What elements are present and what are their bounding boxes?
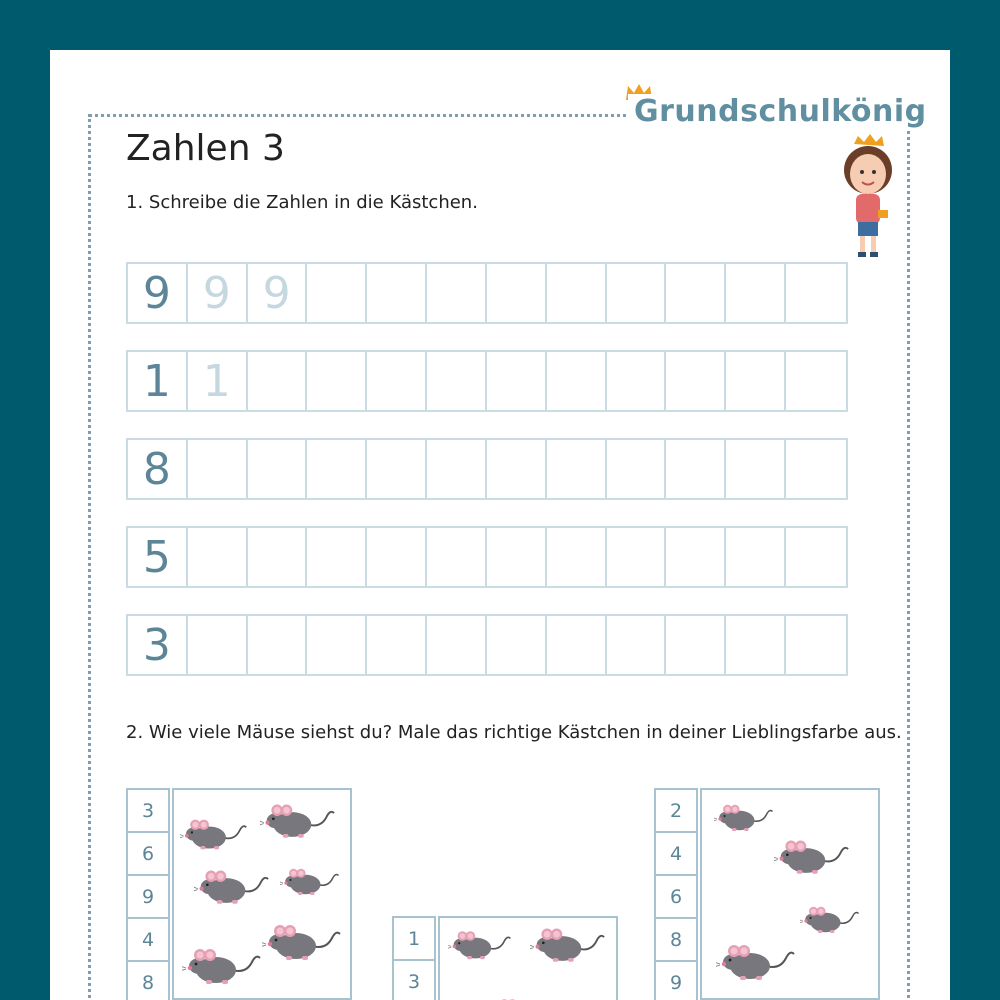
answer-box[interactable]: 3 (394, 961, 434, 1000)
mouse-icon (490, 992, 554, 1000)
answer-box[interactable]: 6 (656, 876, 696, 919)
empty-writing-box[interactable] (367, 528, 427, 586)
task-1-instruction: 1. Schreibe die Zahlen in die Kästchen. (126, 192, 478, 213)
answer-box[interactable]: 2 (656, 790, 696, 833)
empty-writing-box[interactable] (666, 264, 726, 322)
empty-writing-box[interactable] (547, 264, 607, 322)
empty-writing-box[interactable] (487, 528, 547, 586)
empty-writing-box[interactable] (367, 616, 427, 674)
model-digit: 8 (128, 440, 188, 498)
empty-writing-box[interactable] (786, 352, 846, 410)
mouse-icon (714, 798, 774, 836)
worksheet-page (50, 50, 950, 1000)
answer-options (392, 916, 436, 1000)
empty-writing-box[interactable] (726, 352, 786, 410)
empty-writing-box[interactable] (307, 616, 367, 674)
answer-box[interactable]: 1 (394, 918, 434, 961)
empty-writing-box[interactable] (427, 528, 487, 586)
answer-box[interactable]: 6 (128, 833, 168, 876)
mice-picture-box (172, 788, 352, 1000)
empty-writing-box[interactable] (726, 264, 786, 322)
mouse-icon (194, 862, 270, 910)
empty-writing-box[interactable] (786, 528, 846, 586)
empty-writing-box[interactable] (248, 616, 308, 674)
mouse-icon (262, 916, 342, 966)
mouse-icon (448, 924, 512, 964)
empty-writing-box[interactable] (188, 528, 248, 586)
empty-writing-box[interactable] (307, 352, 367, 410)
empty-writing-box[interactable] (427, 352, 487, 410)
model-digit: 3 (128, 616, 188, 674)
tracing-row (126, 526, 848, 588)
mice-picture-box (700, 788, 880, 1000)
model-digit: 9 (128, 264, 188, 322)
empty-writing-box[interactable] (666, 528, 726, 586)
empty-writing-box[interactable] (547, 528, 607, 586)
empty-writing-box[interactable] (367, 264, 427, 322)
empty-writing-box[interactable] (427, 264, 487, 322)
answer-box[interactable]: 4 (656, 833, 696, 876)
empty-writing-box[interactable] (726, 440, 786, 498)
tracing-row (126, 614, 848, 676)
tracing-row (126, 350, 848, 412)
empty-writing-box[interactable] (248, 528, 308, 586)
brand-logo: Grundschulkönig (628, 94, 935, 129)
empty-writing-box[interactable] (248, 352, 308, 410)
empty-writing-box[interactable] (307, 528, 367, 586)
answer-box[interactable]: 9 (128, 876, 168, 919)
empty-writing-box[interactable] (726, 616, 786, 674)
empty-writing-box[interactable] (786, 440, 846, 498)
page-title: Zahlen 3 (126, 128, 285, 169)
empty-writing-box[interactable] (666, 440, 726, 498)
empty-writing-box[interactable] (307, 440, 367, 498)
mouse-icon (260, 796, 336, 844)
empty-writing-box[interactable] (786, 616, 846, 674)
empty-writing-box[interactable] (547, 440, 607, 498)
empty-writing-box[interactable] (607, 264, 667, 322)
empty-writing-box[interactable] (487, 440, 547, 498)
empty-writing-box[interactable] (427, 616, 487, 674)
empty-writing-box[interactable] (188, 616, 248, 674)
tracing-digit[interactable]: 1 (188, 352, 248, 410)
empty-writing-box[interactable] (666, 616, 726, 674)
mouse-icon (182, 940, 262, 990)
answer-options (126, 788, 170, 1000)
empty-writing-box[interactable] (487, 352, 547, 410)
tracing-row (126, 438, 848, 500)
tracing-digit[interactable]: 9 (248, 264, 308, 322)
mice-picture-box (438, 916, 618, 1000)
answer-box[interactable]: 8 (656, 919, 696, 962)
mouse-icon (716, 936, 796, 986)
answer-box[interactable]: 8 (128, 962, 168, 1000)
empty-writing-box[interactable] (487, 616, 547, 674)
empty-writing-box[interactable] (607, 528, 667, 586)
empty-writing-box[interactable] (607, 616, 667, 674)
empty-writing-box[interactable] (786, 264, 846, 322)
mouse-icon (530, 920, 606, 968)
empty-writing-box[interactable] (307, 264, 367, 322)
model-digit: 5 (128, 528, 188, 586)
empty-writing-box[interactable] (607, 352, 667, 410)
tracing-row (126, 262, 848, 324)
empty-writing-box[interactable] (666, 352, 726, 410)
mouse-icon (774, 832, 850, 880)
model-digit: 1 (128, 352, 188, 410)
empty-writing-box[interactable] (726, 528, 786, 586)
mouse-icon (800, 900, 860, 938)
answer-box[interactable]: 4 (128, 919, 168, 962)
task-2-instruction: 2. Wie viele Mäuse siehst du? Male das richtige Kästchen in deiner Lieblingsfarbe aus. (126, 722, 902, 743)
empty-writing-box[interactable] (367, 440, 427, 498)
answer-options (654, 788, 698, 1000)
empty-writing-box[interactable] (248, 440, 308, 498)
answer-box[interactable]: 9 (656, 962, 696, 1000)
mouse-icon (180, 812, 248, 855)
empty-writing-box[interactable] (607, 440, 667, 498)
empty-writing-box[interactable] (547, 616, 607, 674)
empty-writing-box[interactable] (487, 264, 547, 322)
tracing-digit[interactable]: 9 (188, 264, 248, 322)
empty-writing-box[interactable] (427, 440, 487, 498)
girl-illustration (832, 134, 902, 264)
empty-writing-box[interactable] (188, 440, 248, 498)
empty-writing-box[interactable] (547, 352, 607, 410)
answer-box[interactable]: 3 (128, 790, 168, 833)
mouse-icon (280, 862, 340, 900)
empty-writing-box[interactable] (367, 352, 427, 410)
